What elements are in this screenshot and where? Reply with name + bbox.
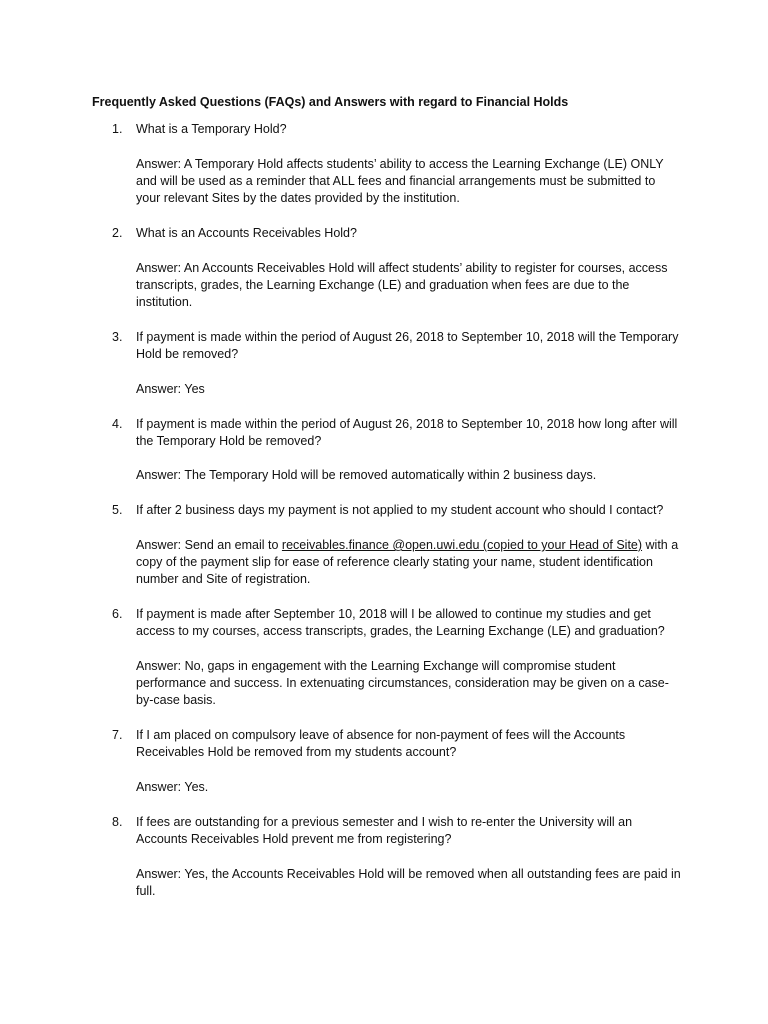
faq-number: 8. <box>112 815 123 829</box>
email-link[interactable]: receivables.finance @open.uwi.edu (copied to your Head of Site) <box>281 538 643 552</box>
faq-answer: Answer: Yes, the Accounts Receivables Hold will be removed when all outstanding fees are paid in full. <box>136 867 681 898</box>
faq-answer: Answer: An Accounts Receivables Hold will affect students’ ability to register for courses, access transcripts, grades, the Learning Exchange (LE) and graduation when fees are due to the institution. <box>136 261 668 309</box>
faq-question: If after 2 business days my payment is not applied to my student account who should I contact? <box>136 503 664 517</box>
faq-number: 5. <box>112 503 123 517</box>
page-title: Frequently Asked Questions (FAQs) and Answers with regard to Financial Holds <box>92 95 569 109</box>
faq-number: 6. <box>112 607 123 621</box>
faq-answer: Answer: No, gaps in engagement with the Learning Exchange will compromise student performance and success. In extenuating circumstances, consideration may be given on a case-by-case basis. <box>136 659 669 707</box>
faq-answer: Answer: A Temporary Hold affects students’ ability to access the Learning Exchange (LE) ONLY and will be used as a reminder that ALL fees and financial arrangements must be submitted to your relevant Sites by the dates provided by the institution. <box>136 157 664 205</box>
faq-number: 4. <box>112 417 123 431</box>
faq-number: 1. <box>112 122 123 136</box>
faq-answer: Answer: The Temporary Hold will be removed automatically within 2 business days. <box>136 468 597 482</box>
faq-question: If I am placed on compulsory leave of absence for non-payment of fees will the Accounts Receivables Hold be removed from my students account? <box>136 728 626 759</box>
faq-number: 3. <box>112 330 123 344</box>
faq-question: If payment is made within the period of August 26, 2018 to September 10, 2018 will the Temporary Hold be removed? <box>136 330 679 361</box>
faq-answer: Answer: Yes <box>136 382 205 396</box>
answer-prefix: Answer: Send an email to <box>136 538 282 552</box>
faq-question: If payment is made within the period of August 26, 2018 to September 10, 2018 how long after will the Temporary Hold be removed? <box>136 417 678 448</box>
faq-question: What is an Accounts Receivables Hold? <box>136 226 357 240</box>
answer-suffix: with a copy of the payment slip for ease of reference clearly stating your name, student identification number and Site of registration. <box>136 538 679 586</box>
faq-answer: Answer: Yes. <box>136 780 209 794</box>
faq-question: What is a Temporary Hold? <box>136 122 287 136</box>
faq-answer <box>136 537 681 588</box>
faq-question: If fees are outstanding for a previous semester and I wish to re-enter the University will an Accounts Receivables Hold prevent me from registering? <box>136 815 633 846</box>
faq-number: 7. <box>112 728 123 742</box>
faq-number: 2. <box>112 226 123 240</box>
faq-question: If payment is made after September 10, 2018 will I be allowed to continue my studies and get access to my courses, access transcripts, grades, the Learning Exchange (LE) and graduation? <box>136 607 665 638</box>
